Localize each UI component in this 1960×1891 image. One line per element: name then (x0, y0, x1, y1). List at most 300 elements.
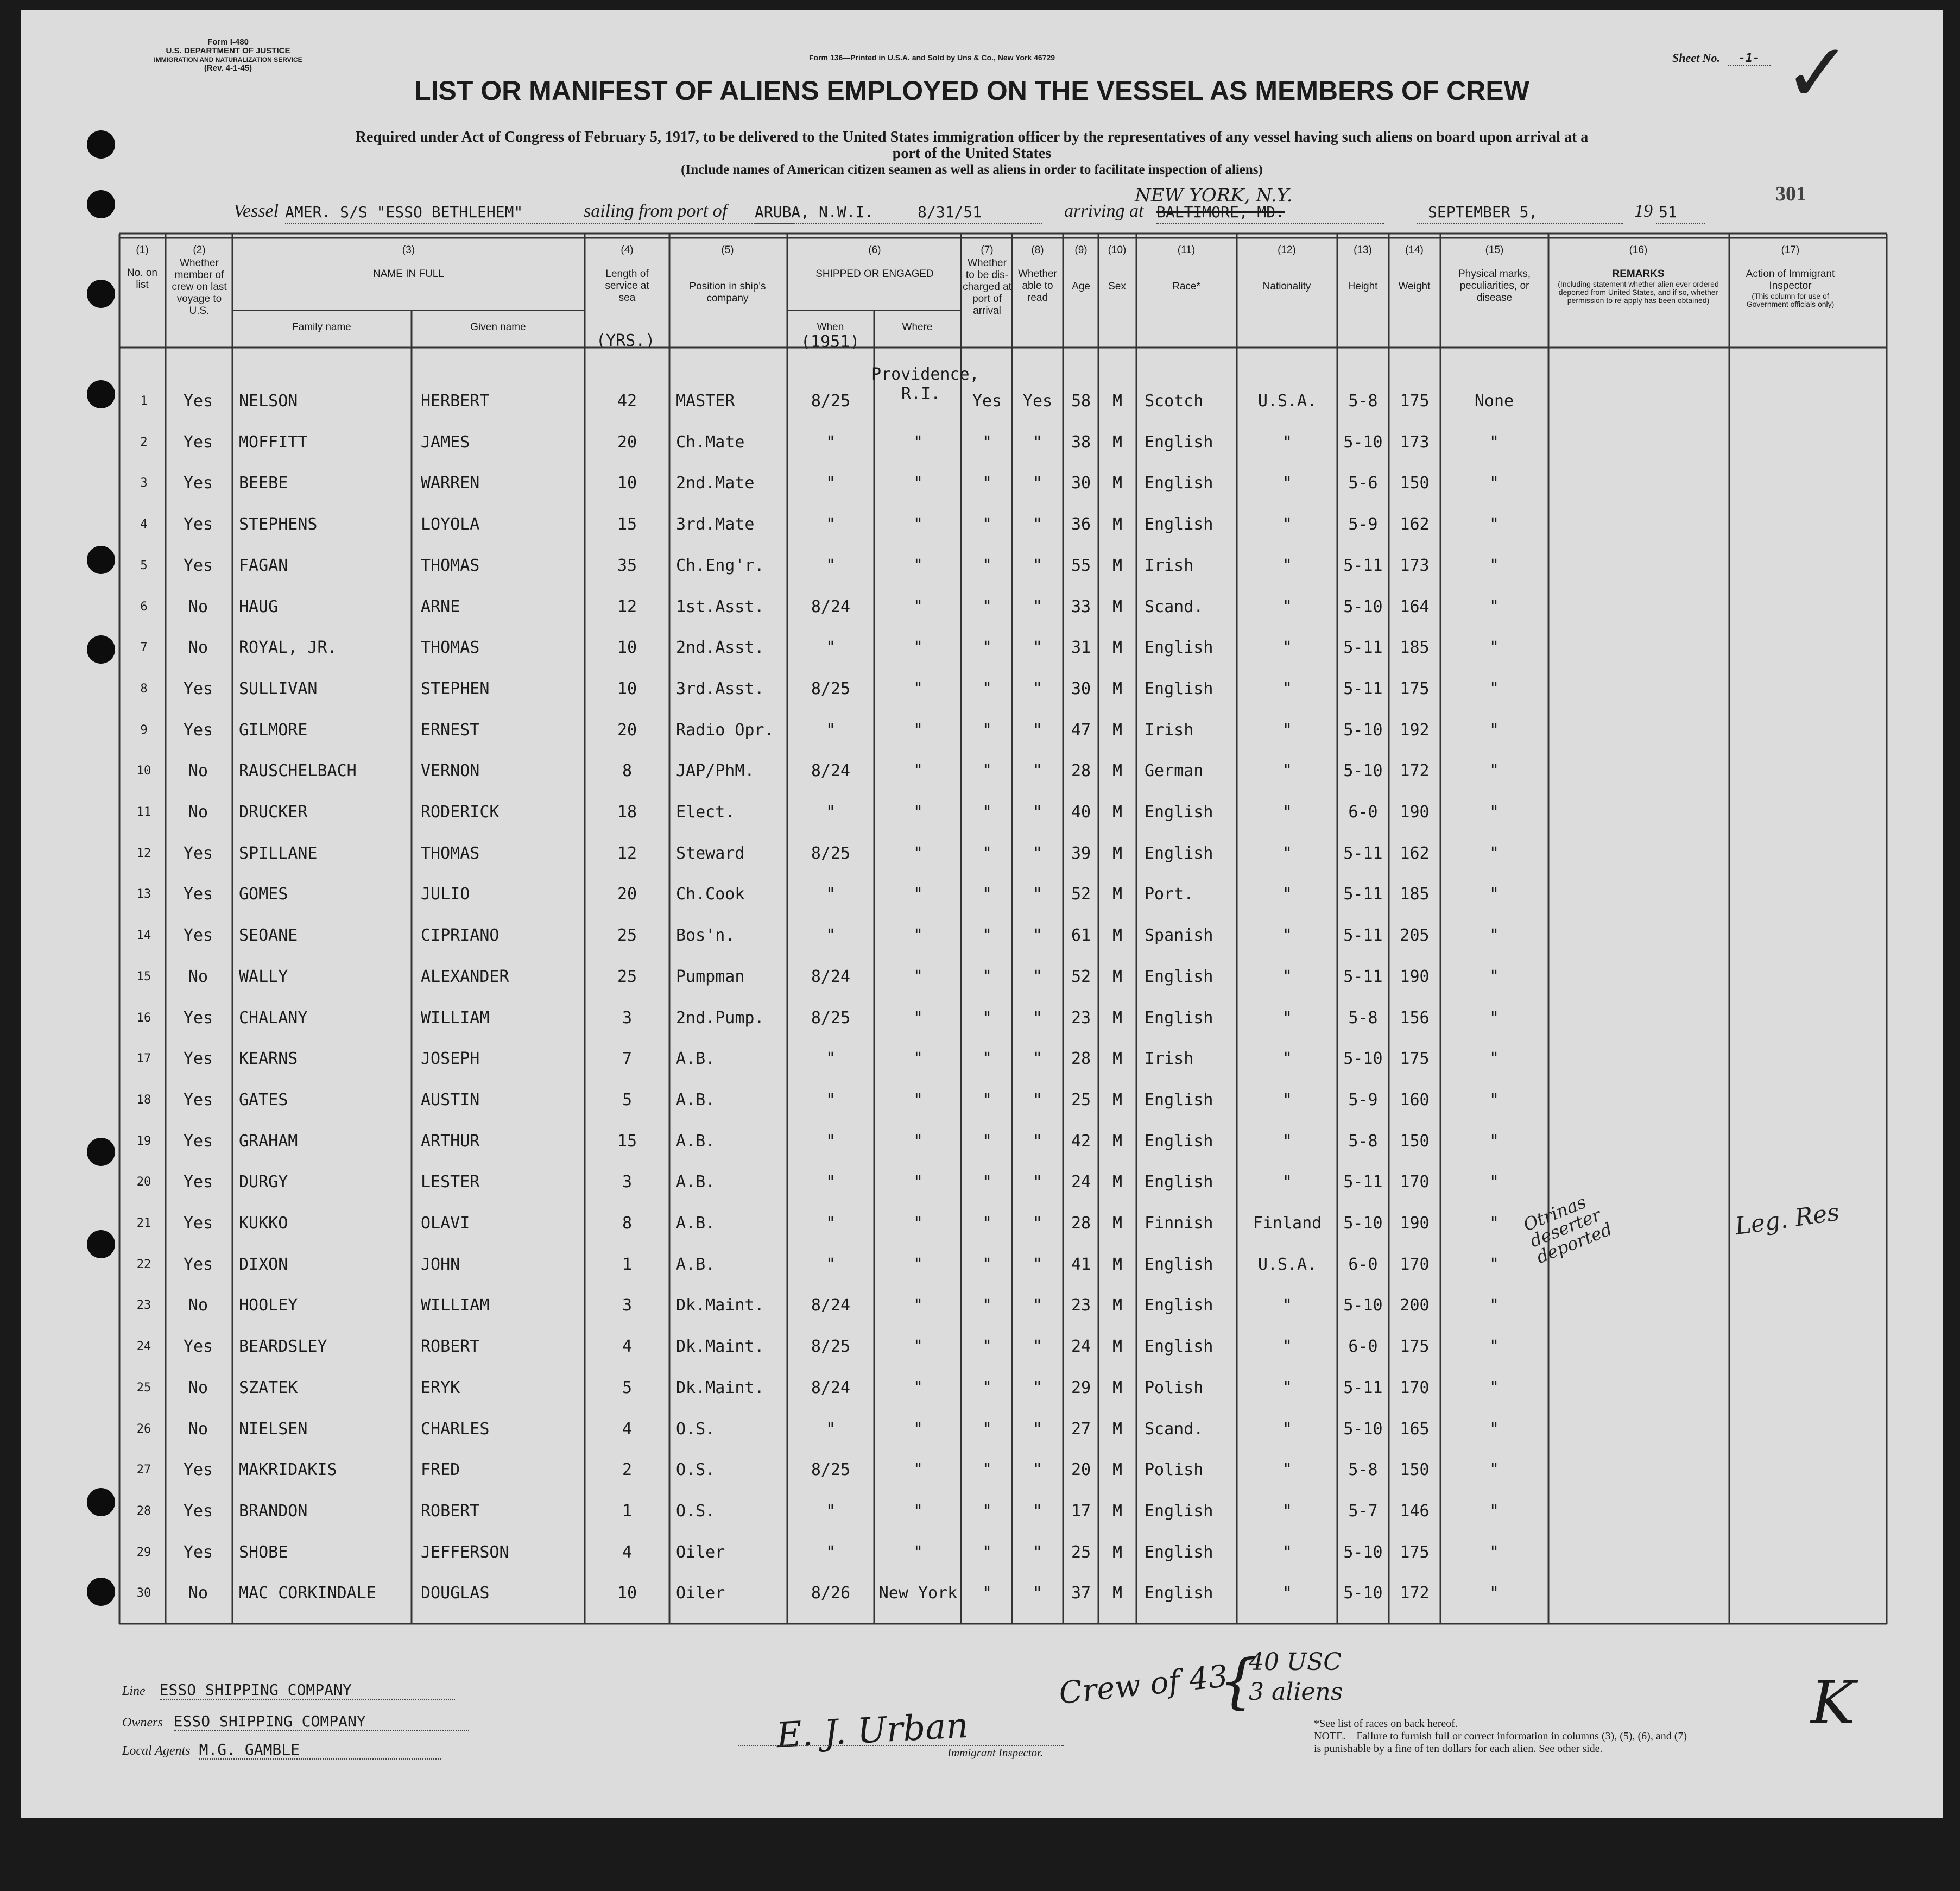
cell-weight: 162 (1400, 515, 1430, 534)
races-note: *See list of races on back hereof. (1314, 1718, 1458, 1730)
cell-given-name: ERYK (421, 1378, 460, 1397)
cell-shipped-when: " (825, 1132, 836, 1151)
cell-given-name: WILLIAM (421, 1296, 490, 1315)
cell-able-to-read: " (1032, 679, 1043, 698)
cell-shipped-when: 8/25 (811, 679, 851, 698)
column-header: (4) Length of service at sea (586, 244, 668, 304)
cell-row-number: 10 (136, 764, 151, 778)
cell-race: English (1145, 1337, 1213, 1356)
column-header: (5) Position in ship's company (673, 244, 782, 305)
column-header: (3) NAME IN FULL (233, 244, 584, 280)
cell-shipped-when: 8/24 (811, 1296, 851, 1315)
cell-position: 3rd.Asst. (676, 679, 764, 698)
cell-position: Dk.Maint. (676, 1296, 764, 1315)
cell-family-name: DIXON (239, 1255, 288, 1274)
cell-last-voyage: No (188, 638, 208, 657)
cell-position: Bos'n. (676, 926, 735, 945)
cell-able-to-read: " (1032, 515, 1043, 534)
column-header-label: Whether to be dis-charged at port of arrival (963, 257, 1011, 317)
crew-split-usc: 40 USC (1249, 1648, 1342, 1676)
footnotes (1314, 1718, 1687, 1755)
cell-last-voyage: No (188, 1584, 208, 1603)
column-header-label: Length of service at sea (605, 268, 649, 304)
cell-last-voyage: Yes (183, 1214, 213, 1233)
owners-field (122, 1712, 469, 1730)
cell-physical-marks: " (1489, 1420, 1500, 1439)
cell-discharged: " (982, 967, 992, 986)
cell-family-name: ROYAL, JR. (239, 638, 337, 657)
column-header-label: Action of Immigrant Inspector (1746, 268, 1835, 292)
cell-height: 5-10 (1343, 761, 1383, 780)
cell-race: English (1145, 1296, 1213, 1315)
cell-weight: 185 (1400, 638, 1430, 657)
cell-age: 38 (1071, 433, 1091, 452)
cell-shipped-where: " (913, 967, 924, 986)
cell-row-number: 19 (136, 1134, 151, 1148)
cell-sex: M (1112, 844, 1123, 863)
cell-row-number: 16 (136, 1011, 151, 1025)
cell-weight: 175 (1400, 392, 1430, 411)
cell-given-name: OLAVI (421, 1214, 470, 1233)
cell-length-of-service: 4 (622, 1420, 633, 1439)
cell-shipped-when: " (825, 1502, 836, 1521)
cell-family-name: BEEBE (239, 474, 288, 493)
cell-physical-marks: " (1489, 1378, 1500, 1397)
where-first-line2: R.I. (901, 384, 941, 404)
cell-age: 47 (1071, 721, 1091, 740)
cell-row-number: 14 (136, 929, 151, 942)
cell-given-name: STEPHEN (421, 679, 490, 698)
cell-last-voyage: No (188, 803, 208, 822)
penalty-note-line1: NOTE.—Failure to furnish full or correct information in columns (3), (5), (6), and (7) (1314, 1730, 1687, 1742)
cell-shipped-where: " (913, 1049, 924, 1068)
cell-physical-marks: " (1489, 1337, 1500, 1356)
cell-sex: M (1112, 1296, 1123, 1315)
cell-nationality: " (1282, 556, 1293, 575)
cell-shipped-when: 8/24 (811, 761, 851, 780)
cell-sex: M (1112, 638, 1123, 657)
cell-race: English (1145, 1173, 1213, 1192)
page-stamp: 301 (1775, 182, 1806, 205)
cell-race: English (1145, 638, 1213, 657)
cell-age: 28 (1071, 1049, 1091, 1068)
column-header: (13) Height (1338, 244, 1387, 293)
cell-position: 3rd.Mate (676, 515, 755, 534)
cell-discharged: " (982, 761, 992, 780)
service-name: IMMIGRATION AND NATURALIZATION SERVICE (154, 56, 302, 64)
cell-sex: M (1112, 1502, 1123, 1521)
form-number: Form I-480 (207, 37, 249, 47)
cell-discharged: " (982, 1584, 992, 1603)
cell-sex: M (1112, 433, 1123, 452)
cell-weight: 150 (1400, 1132, 1430, 1151)
vessel-name: AMER. S/S "ESSO BETHLEHEM" (285, 203, 523, 221)
cell-sex: M (1112, 1049, 1123, 1068)
cell-length-of-service: 7 (622, 1049, 633, 1068)
cell-last-voyage: Yes (183, 885, 213, 904)
cell-nationality: " (1282, 1584, 1293, 1603)
cell-sex: M (1112, 1008, 1123, 1028)
cell-shipped-when: 8/24 (811, 1378, 851, 1397)
cell-physical-marks: " (1489, 1132, 1500, 1151)
cell-able-to-read: " (1032, 967, 1043, 986)
cell-height: 5-8 (1348, 392, 1378, 411)
sailing-label: sailing from port of (584, 201, 728, 221)
cell-family-name: FAGAN (239, 556, 288, 575)
cell-last-voyage: Yes (183, 679, 213, 698)
cell-discharged: " (982, 474, 992, 493)
column-header: (1) No. on list (121, 244, 164, 291)
cell-family-name: STEPHENS (239, 515, 318, 534)
cell-physical-marks: " (1489, 803, 1500, 822)
cell-given-name: ROBERT (421, 1502, 480, 1521)
cell-given-name: ERNEST (421, 721, 480, 740)
column-header-label: Whether able to read (1018, 268, 1057, 304)
cell-shipped-where: " (913, 885, 924, 904)
cell-weight: 190 (1400, 1214, 1430, 1233)
cell-able-to-read: " (1032, 1049, 1043, 1068)
cell-row-number: 8 (140, 682, 148, 696)
cell-last-voyage: Yes (183, 1091, 213, 1110)
cell-physical-marks: " (1489, 638, 1500, 657)
cell-physical-marks: " (1489, 679, 1500, 698)
cell-age: 23 (1071, 1008, 1091, 1028)
cell-nationality: " (1282, 638, 1293, 657)
inspector-label: Immigrant Inspector. (947, 1746, 1044, 1759)
cell-family-name: DRUCKER (239, 803, 308, 822)
cell-nationality: " (1282, 1008, 1293, 1028)
cell-last-voyage: Yes (183, 1460, 213, 1479)
cell-position: 2nd.Mate (676, 474, 755, 493)
cell-row-number: 28 (136, 1504, 151, 1518)
cell-race: English (1145, 1502, 1213, 1521)
cell-physical-marks: " (1489, 1296, 1500, 1315)
cell-race: Irish (1145, 556, 1194, 575)
cell-sex: M (1112, 761, 1123, 780)
cell-shipped-when: " (825, 1049, 836, 1068)
cell-sex: M (1112, 1132, 1123, 1151)
cell-age: 33 (1071, 597, 1091, 616)
column-header-label: Sex (1108, 281, 1126, 292)
printer-line: Form 136—Printed in U.S.A. and Sold by Uns & Co., New York 46729 (809, 53, 1055, 62)
cell-shipped-when: " (825, 1214, 836, 1233)
column-header-label: Height (1348, 281, 1378, 292)
cell-discharged: " (982, 1008, 992, 1028)
cell-row-number: 27 (136, 1463, 151, 1477)
cell-last-voyage: No (188, 761, 208, 780)
cell-position: A.B. (676, 1214, 716, 1233)
cell-last-voyage: No (188, 1378, 208, 1397)
cell-age: 52 (1071, 885, 1091, 904)
cell-weight: 175 (1400, 1049, 1430, 1068)
cell-race: Irish (1145, 1049, 1194, 1068)
cell-height: 5-10 (1343, 1214, 1383, 1233)
cell-shipped-when: " (825, 1091, 836, 1110)
cell-discharged: " (982, 926, 992, 945)
cell-length-of-service: 10 (617, 679, 637, 698)
cell-height: 6-0 (1348, 1337, 1378, 1356)
cell-able-to-read: " (1032, 1460, 1043, 1479)
cell-weight: 200 (1400, 1296, 1430, 1315)
cell-age: 28 (1071, 1214, 1091, 1233)
cell-sex: M (1112, 1378, 1123, 1397)
cell-last-voyage: Yes (183, 1255, 213, 1274)
cell-age: 30 (1071, 679, 1091, 698)
cell-physical-marks: " (1489, 1008, 1500, 1028)
cell-race: Irish (1145, 721, 1194, 740)
cell-sex: M (1112, 1255, 1123, 1274)
cell-last-voyage: No (188, 597, 208, 616)
cell-weight: 175 (1400, 1337, 1430, 1356)
cell-race: English (1145, 474, 1213, 493)
cell-height: 5-10 (1343, 1049, 1383, 1068)
cell-length-of-service: 35 (617, 556, 637, 575)
cell-last-voyage: Yes (183, 1049, 213, 1068)
cell-length-of-service: 20 (617, 433, 637, 452)
cell-age: 17 (1071, 1502, 1091, 1521)
cell-shipped-where: " (913, 1460, 924, 1479)
cell-row-number: 11 (136, 805, 151, 819)
cell-age: 31 (1071, 638, 1091, 657)
cell-position: Oiler (676, 1543, 725, 1562)
cell-position: Oiler (676, 1584, 725, 1603)
cell-length-of-service: 4 (622, 1337, 633, 1356)
cell-race: German (1145, 761, 1204, 780)
cell-height: 5-11 (1343, 926, 1383, 945)
arriving-struck: BALTIMORE, MD. (1156, 203, 1285, 221)
cell-age: 52 (1071, 967, 1091, 986)
owners-value: ESSO SHIPPING COMPANY (174, 1712, 469, 1731)
column-header-label: Whether member of crew on last voyage to U.S. (172, 257, 227, 317)
cell-race: English (1145, 1091, 1213, 1110)
cell-length-of-service: 3 (622, 1173, 633, 1192)
cell-family-name: RAUSCHELBACH (239, 761, 357, 780)
remarks-note: (Including statement whether alien ever ordered deported from United States, and if so, whether permission to re-apply has been obtained) (1558, 280, 1719, 305)
cell-family-name: HAUG (239, 597, 279, 616)
agents-field (122, 1741, 441, 1758)
cell-shipped-when: 8/24 (811, 967, 851, 986)
cell-last-voyage: Yes (183, 721, 213, 740)
agents-label: Local Agents (122, 1744, 191, 1758)
cell-position: A.B. (676, 1132, 716, 1151)
cell-given-name: RODERICK (421, 803, 500, 822)
cell-nationality: " (1282, 1296, 1293, 1315)
cell-last-voyage: Yes (183, 1502, 213, 1521)
cell-discharged: Yes (972, 392, 1002, 411)
cell-age: 42 (1071, 1132, 1091, 1151)
cell-able-to-read: " (1032, 1502, 1043, 1521)
cell-family-name: BRANDON (239, 1502, 308, 1521)
cell-given-name: JOHN (421, 1255, 460, 1274)
cell-last-voyage: No (188, 1420, 208, 1439)
cell-physical-marks: " (1489, 515, 1500, 534)
cell-age: 27 (1071, 1420, 1091, 1439)
cell-weight: 156 (1400, 1008, 1430, 1028)
cell-shipped-when: 8/24 (811, 597, 851, 616)
column-header-label: NAME IN FULL (373, 268, 444, 280)
cell-given-name: JEFFERSON (421, 1543, 509, 1562)
cell-weight: 173 (1400, 556, 1430, 575)
cell-height: 5-11 (1343, 679, 1383, 698)
cell-given-name: LOYOLA (421, 515, 480, 534)
cell-nationality: " (1282, 926, 1293, 945)
cell-physical-marks: " (1489, 1214, 1500, 1233)
cell-able-to-read: " (1032, 1132, 1043, 1151)
cell-discharged: " (982, 1132, 992, 1151)
column-header: (8) Whether able to read (1013, 244, 1062, 304)
cell-discharged: " (982, 1543, 992, 1562)
line-value: ESSO SHIPPING COMPANY (160, 1681, 455, 1700)
cell-family-name: GRAHAM (239, 1132, 298, 1151)
cell-physical-marks: " (1489, 885, 1500, 904)
sheet-value: -1- (1728, 52, 1771, 66)
cell-position: Ch.Eng'r. (676, 556, 764, 575)
cell-height: 5-8 (1348, 1460, 1378, 1479)
cell-weight: 164 (1400, 597, 1430, 616)
cell-given-name: FRED (421, 1460, 460, 1479)
cell-age: 40 (1071, 803, 1091, 822)
cell-last-voyage: No (188, 967, 208, 986)
cell-given-name: CHARLES (421, 1420, 490, 1439)
cell-shipped-where: " (913, 515, 924, 534)
cell-height: 5-11 (1343, 1173, 1383, 1192)
cell-age: 55 (1071, 556, 1091, 575)
cell-discharged: " (982, 1091, 992, 1110)
cell-discharged: " (982, 1255, 992, 1274)
cell-physical-marks: None (1474, 392, 1514, 411)
cell-nationality: " (1282, 1337, 1293, 1356)
cell-height: 5-9 (1348, 1091, 1378, 1110)
cell-shipped-when: " (825, 433, 836, 452)
cell-sex: M (1112, 1460, 1123, 1479)
cell-position: A.B. (676, 1049, 716, 1068)
cell-height: 5-11 (1343, 1378, 1383, 1397)
cell-shipped-when: " (825, 515, 836, 534)
cell-position: Pumpman (676, 967, 745, 986)
cell-shipped-when: 8/25 (811, 844, 851, 863)
cell-given-name: HERBERT (421, 392, 490, 411)
cell-sex: M (1112, 556, 1123, 575)
cell-discharged: " (982, 597, 992, 616)
cell-nationality: " (1282, 1378, 1293, 1397)
cell-physical-marks: " (1489, 1584, 1500, 1603)
cell-nationality: " (1282, 433, 1293, 452)
cell-nationality: " (1282, 515, 1293, 534)
cell-sex: M (1112, 1420, 1123, 1439)
line-label: Line (122, 1684, 146, 1698)
cell-height: 6-0 (1348, 803, 1378, 822)
cell-shipped-where: " (913, 1502, 924, 1521)
cell-shipped-where: " (913, 1132, 924, 1151)
cell-position: O.S. (676, 1502, 716, 1521)
cell-row-number: 21 (136, 1216, 151, 1230)
cell-row-number: 24 (136, 1340, 151, 1353)
cell-family-name: MOFFITT (239, 433, 308, 452)
cell-family-name: SEOANE (239, 926, 298, 945)
cell-age: 61 (1071, 926, 1091, 945)
cell-sex: M (1112, 597, 1123, 616)
cell-length-of-service: 5 (622, 1091, 633, 1110)
cell-physical-marks: " (1489, 844, 1500, 863)
cell-shipped-where: " (913, 1337, 924, 1356)
cell-shipped-where: " (913, 803, 924, 822)
subtitle-line: port of the United States (892, 145, 1052, 162)
cell-age: 25 (1071, 1091, 1091, 1110)
cell-race: Port. (1145, 885, 1194, 904)
cell-shipped-where: " (913, 1543, 924, 1562)
cell-race: English (1145, 967, 1213, 986)
cell-weight: 170 (1400, 1173, 1430, 1192)
cell-race: Finnish (1145, 1214, 1213, 1233)
cell-discharged: " (982, 515, 992, 534)
cell-family-name: CHALANY (239, 1008, 308, 1028)
column-header: (12) Nationality (1238, 244, 1336, 293)
when-year: (1951) (801, 332, 860, 351)
cell-weight: 205 (1400, 926, 1430, 945)
cell-shipped-where: " (913, 433, 924, 452)
vessel-label: Vessel (233, 201, 279, 221)
cell-discharged: " (982, 803, 992, 822)
cell-nationality: U.S.A. (1257, 1255, 1317, 1274)
cell-nationality: " (1282, 1049, 1293, 1068)
cell-sex: M (1112, 515, 1123, 534)
cell-physical-marks: " (1489, 1460, 1500, 1479)
cell-given-name: WILLIAM (421, 1008, 490, 1028)
cell-position: Ch.Mate (676, 433, 745, 452)
cell-given-name: AUSTIN (421, 1091, 480, 1110)
cell-shipped-where: " (913, 1378, 924, 1397)
cell-position: A.B. (676, 1091, 716, 1110)
cell-length-of-service: 15 (617, 515, 637, 534)
cell-length-of-service: 1 (622, 1255, 633, 1274)
department-name: U.S. DEPARTMENT OF JUSTICE (166, 46, 290, 55)
cell-family-name: BEARDSLEY (239, 1337, 327, 1356)
where-subheader: Where (902, 322, 933, 333)
cell-able-to-read: " (1032, 844, 1043, 863)
cell-position: JAP/PhM. (676, 761, 755, 780)
cell-race: Scand. (1145, 597, 1204, 616)
cell-position: A.B. (676, 1255, 716, 1274)
subtitle-line: Required under Act of Congress of February 5, 1917, to be delivered to the United States immigration officer by the representatives of any vessel having such aliens on board upon arrival at a (355, 129, 1589, 146)
cell-shipped-when: " (825, 721, 836, 740)
cell-shipped-when: 8/25 (811, 392, 851, 411)
cell-shipped-where: " (913, 1091, 924, 1110)
cell-sex: M (1112, 1337, 1123, 1356)
cell-family-name: SHOBE (239, 1543, 288, 1562)
column-header-label: REMARKS (1612, 268, 1665, 280)
cell-nationality: U.S.A. (1257, 392, 1317, 411)
sailing-port: ARUBA, N.W.I. (755, 203, 874, 221)
cell-family-name: DURGY (239, 1173, 288, 1192)
cell-sex: M (1112, 679, 1123, 698)
cell-height: 5-10 (1343, 433, 1383, 452)
cell-race: Scand. (1145, 1420, 1204, 1439)
form-revision: (Rev. 4-1-45) (204, 64, 252, 73)
cell-discharged: " (982, 1502, 992, 1521)
row21-remarks: Otrinas deserter deported (1520, 1192, 1615, 1268)
cell-discharged: " (982, 1378, 992, 1397)
check-mark-icon: ✓ (1784, 26, 1852, 121)
cell-family-name: SULLIVAN (239, 679, 318, 698)
cell-physical-marks: " (1489, 967, 1500, 986)
cell-shipped-where: " (913, 638, 924, 657)
cell-height: 5-8 (1348, 1132, 1378, 1151)
cell-position: Ch.Cook (676, 885, 745, 904)
cell-sex: M (1112, 1173, 1123, 1192)
cell-length-of-service: 1 (622, 1502, 633, 1521)
cell-physical-marks: " (1489, 1502, 1500, 1521)
cell-shipped-when: " (825, 803, 836, 822)
